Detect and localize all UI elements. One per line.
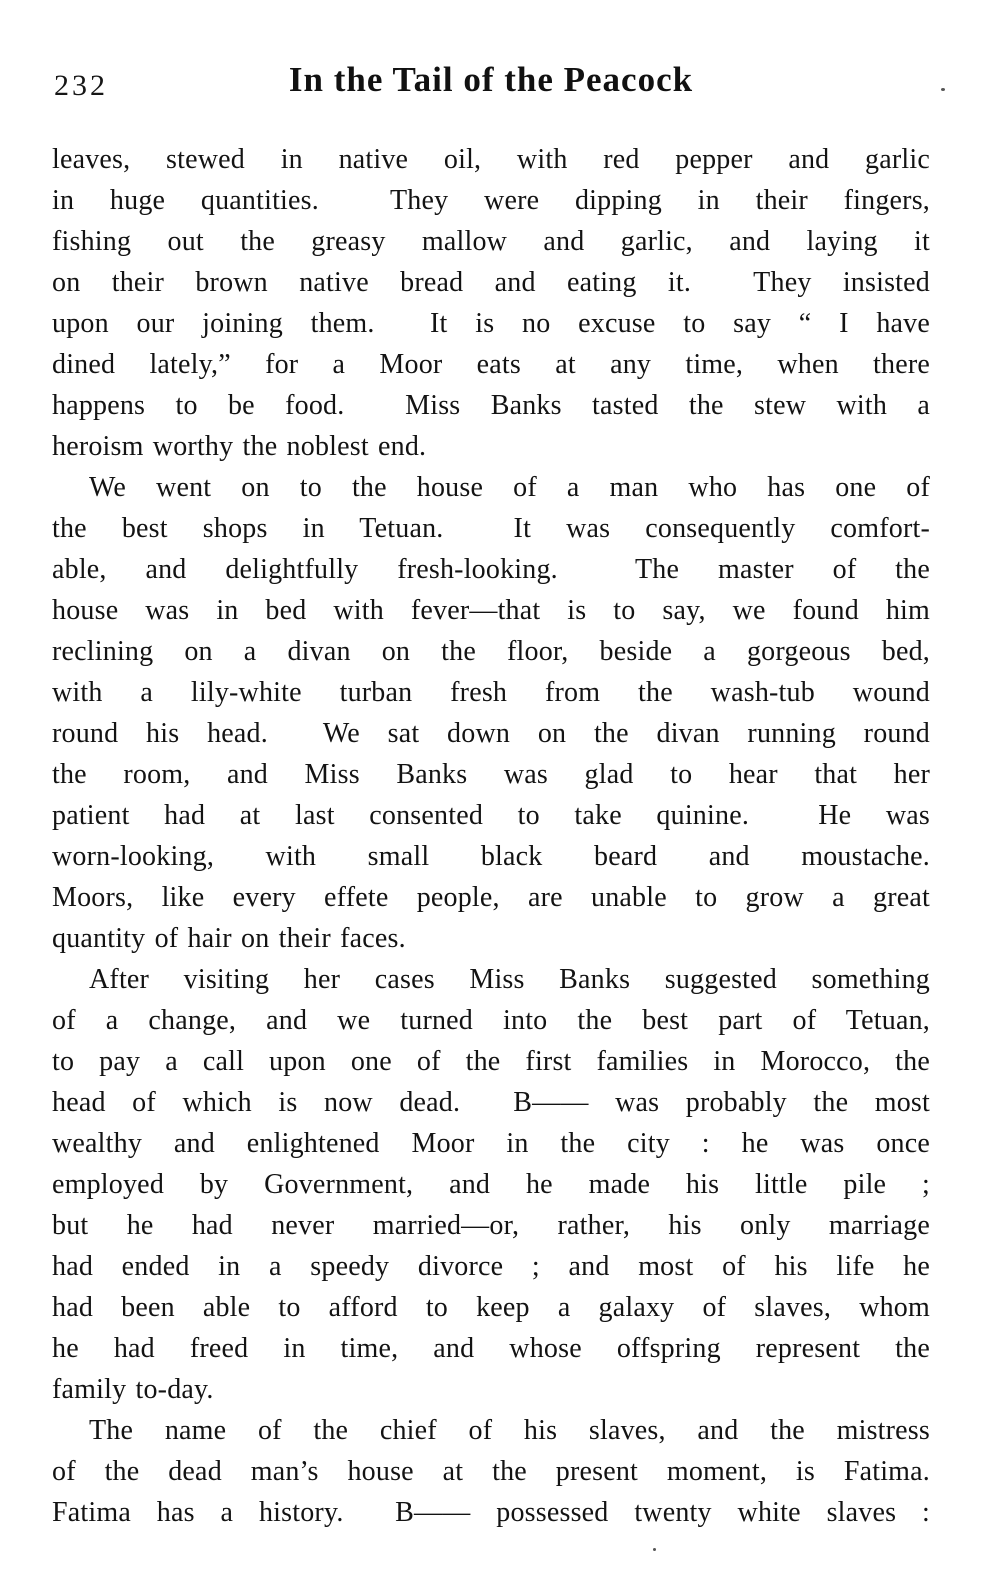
text-line: of the dead man’s house at the present moment, is Fatima. xyxy=(52,1456,930,1487)
text-line: employed by Government, and he made his little pile ; xyxy=(52,1169,930,1200)
text-line: on their brown native bread and eating it. They insisted xyxy=(52,267,930,298)
paragraph xyxy=(52,1410,930,1533)
paragraph xyxy=(52,959,930,1410)
page-number: 232 xyxy=(54,69,108,102)
text-line: the best shops in Tetuan. It was consequently comfort- xyxy=(52,513,930,544)
text-line: had been able to afford to keep a galaxy of slaves, whom xyxy=(52,1292,930,1323)
text-line: upon our joining them. It is no excuse to say “ I have xyxy=(52,308,930,339)
text-line: Moors, like every effete people, are unable to grow a great xyxy=(52,882,930,913)
page-body xyxy=(52,139,930,1533)
text-line: he had freed in time, and whose offspring represent the xyxy=(52,1333,930,1364)
text-line: patient had at last consented to take quinine. He was xyxy=(52,800,930,831)
scan-artifact-dot xyxy=(653,1548,656,1551)
text-line: We went on to the house of a man who has one of xyxy=(89,472,930,503)
text-line: heroism worthy the noblest end. xyxy=(52,431,427,462)
paragraph xyxy=(52,467,930,959)
text-line: fishing out the greasy mallow and garlic, and laying it xyxy=(52,226,930,257)
text-line: of a change, and we turned into the best part of Tetuan, xyxy=(52,1005,930,1036)
running-title: In the Tail of the Peacock xyxy=(288,60,694,99)
text-line: happens to be food. Miss Banks tasted the stew with a xyxy=(52,390,930,421)
text-line: quantity of hair on their faces. xyxy=(52,923,406,954)
text-line: able, and delightfully fresh-looking. The master of the xyxy=(52,554,930,585)
text-line: Fatima has a history. B—— possessed twenty white slaves : xyxy=(52,1497,930,1528)
text-line: with a lily-white turban fresh from the wash-tub wound xyxy=(52,677,930,708)
text-line: reclining on a divan on the floor, beside a gorgeous bed, xyxy=(52,636,930,667)
text-line: had ended in a speedy divorce ; and most of his life he xyxy=(52,1251,930,1282)
text-line: The name of the chief of his slaves, and the mistress xyxy=(89,1415,930,1446)
text-line: leaves, stewed in native oil, with red pepper and garlic xyxy=(52,144,930,175)
text-line: in huge quantities. They were dipping in their fingers, xyxy=(52,185,930,216)
text-line: the room, and Miss Banks was glad to hear that her xyxy=(52,759,930,790)
paragraph xyxy=(52,139,930,467)
text-line: house was in bed with fever—that is to say, we found him xyxy=(52,595,930,626)
scan-artifact-dot xyxy=(941,88,945,91)
text-line: After visiting her cases Miss Banks suggested something xyxy=(89,964,930,995)
text-line: to pay a call upon one of the first families in Morocco, the xyxy=(52,1046,930,1077)
text-line: wealthy and enlightened Moor in the city : he was once xyxy=(52,1128,930,1159)
text-line: family to-day. xyxy=(52,1374,214,1405)
text-line: but he had never married—or, rather, his only marriage xyxy=(52,1210,930,1241)
page-header xyxy=(52,60,930,110)
text-line: round his head. We sat down on the divan running round xyxy=(52,718,930,749)
text-line: worn-looking, with small black beard and moustache. xyxy=(52,841,930,872)
text-line: dined lately,” for a Moor eats at any time, when there xyxy=(52,349,930,380)
text-line: head of which is now dead. B—— was probably the most xyxy=(52,1087,930,1118)
